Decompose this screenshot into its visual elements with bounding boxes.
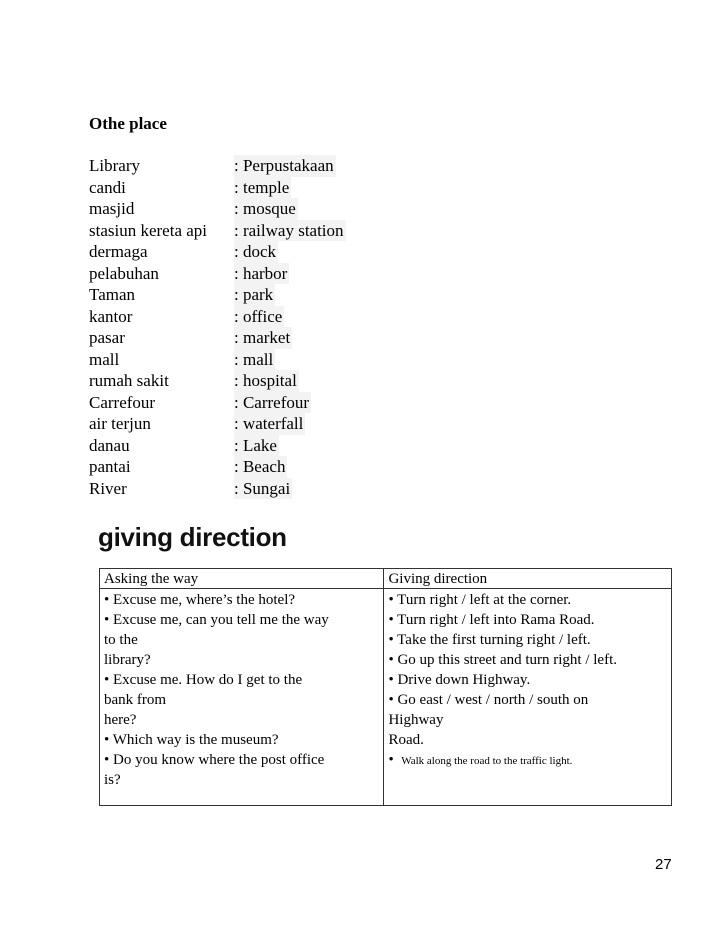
vocab-row — [89, 392, 346, 414]
vocab-meaning: : railway station — [234, 220, 344, 240]
bullet-glyph: • — [388, 752, 394, 768]
vocab-term: pantai — [89, 457, 131, 476]
vocab-term: masjid — [89, 199, 135, 218]
vocab-term: dermaga — [89, 242, 148, 261]
vocab-meaning: : Lake — [234, 435, 277, 455]
vocab-meaning: : temple — [234, 177, 290, 197]
column-header-giving: Giving direction — [384, 569, 672, 589]
vocab-term: pasar — [89, 328, 125, 347]
asking-line: library? — [104, 652, 151, 668]
vocab-term: danau — [89, 435, 130, 455]
vocab-term: stasiun kereta api — [89, 220, 208, 240]
giving-line: • Take the first turning right / left. — [388, 632, 591, 648]
vocab-term: River — [89, 478, 127, 498]
vocab-meaning: : market — [234, 328, 291, 347]
vocab-meaning: : waterfall — [234, 414, 304, 433]
vocab-term: pelabuhan — [89, 263, 159, 283]
giving-line: • Go east / west / north / south on — [388, 692, 589, 708]
vocab-row — [89, 241, 346, 263]
vocab-row — [89, 478, 346, 500]
section-title: Othe place — [89, 114, 167, 133]
giving-direction-heading: giving direction — [98, 522, 287, 552]
vocab-row — [89, 306, 346, 328]
vocab-row — [89, 370, 346, 392]
giving-line: Road. — [388, 732, 424, 748]
vocab-row — [89, 198, 346, 220]
vocab-row — [89, 327, 346, 349]
vocab-meaning: : office — [234, 306, 283, 326]
vocab-row — [89, 413, 346, 435]
asking-line: here? — [104, 712, 137, 728]
asking-line: bank from — [104, 692, 167, 708]
vocabulary-list — [89, 155, 346, 499]
vocab-meaning: : Beach — [234, 457, 286, 476]
page-number: 27 — [655, 856, 672, 873]
asking-line: • Excuse me, where’s the hotel? — [104, 592, 296, 608]
vocab-row — [89, 263, 346, 285]
vocab-term: mall — [89, 349, 120, 369]
vocab-term: Carrefour — [89, 392, 156, 412]
vocab-meaning: : Perpustakaan — [234, 156, 334, 175]
vocab-row — [89, 435, 346, 457]
asking-line: is? — [104, 772, 121, 788]
giving-direction-cell — [384, 589, 672, 806]
vocab-meaning: : mall — [234, 349, 274, 369]
asking-the-way-cell — [100, 589, 384, 806]
directions-table — [99, 568, 672, 806]
asking-line: • Excuse me, can you tell me the way — [104, 612, 329, 628]
vocab-meaning: : Carrefour — [234, 392, 310, 412]
vocab-term: air terjun — [89, 414, 151, 433]
vocab-row — [89, 284, 346, 306]
vocab-row — [89, 349, 346, 371]
giving-line: • Turn right / left at the corner. — [388, 592, 572, 608]
vocab-row — [89, 220, 346, 242]
vocab-meaning: : Sungai — [234, 478, 291, 498]
giving-line: • Turn right / left into Rama Road. — [388, 612, 595, 628]
vocab-term: Library — [89, 156, 140, 175]
vocab-meaning: : hospital — [234, 371, 297, 390]
vocab-meaning: : mosque — [234, 199, 296, 218]
vocab-meaning: : park — [234, 285, 274, 304]
giving-line: Highway — [388, 712, 444, 728]
giving-line: • Drive down Highway. — [388, 672, 531, 688]
vocab-term: kantor — [89, 306, 133, 326]
vocab-term: rumah sakit — [89, 371, 169, 390]
table-header-row — [100, 569, 672, 589]
giving-line-small — [388, 750, 667, 771]
asking-line: • Do you know where the post office — [104, 752, 325, 768]
column-header-asking: Asking the way — [100, 569, 384, 589]
vocab-row — [89, 456, 346, 478]
vocab-row — [89, 177, 346, 199]
vocab-row — [89, 155, 346, 177]
vocab-term: Taman — [89, 285, 136, 304]
vocab-term: candi — [89, 177, 126, 197]
asking-line: to the — [104, 632, 138, 648]
table-row — [100, 589, 672, 806]
asking-line: • Excuse me. How do I get to the — [104, 672, 303, 688]
giving-line: • Go up this street and turn right / left. — [388, 652, 617, 668]
vocab-meaning: : dock — [234, 242, 277, 261]
asking-line: • Which way is the museum? — [104, 732, 279, 748]
vocab-meaning: : harbor — [234, 263, 288, 283]
small-direction-text: Walk along the road to the traffic light. — [401, 755, 573, 767]
